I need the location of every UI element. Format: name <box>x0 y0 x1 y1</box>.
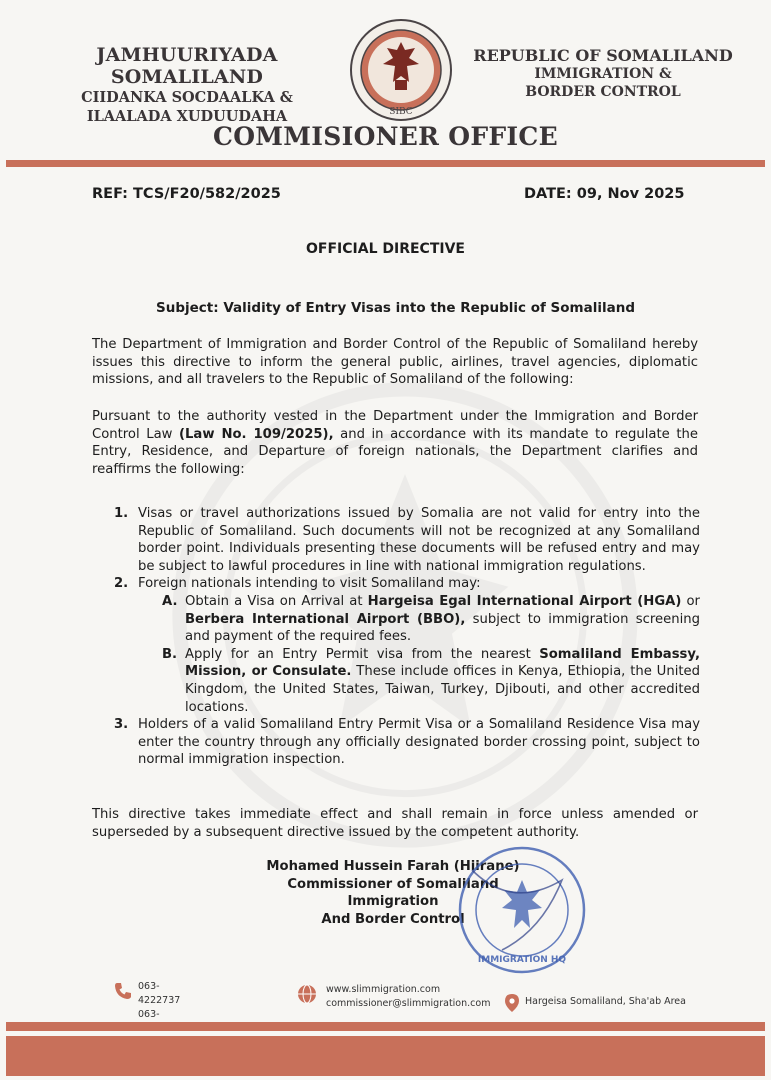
footer <box>0 980 771 1020</box>
footer-divider <box>6 1022 765 1031</box>
header-somali-line2: CIIDANKA SOCDAALKA & <box>81 89 293 106</box>
signatory-title: Commissioner of Somaliland Immigration <box>287 876 499 909</box>
closing-paragraph: This directive takes immediate effect and shall remain in force unless amended or superseded by a subsequent directive issued by the competent authority. <box>92 807 698 840</box>
email-link[interactable]: commissioner@slimmigration.com <box>326 998 491 1009</box>
sub-item-b <box>92 646 700 716</box>
sub-item-text: or <box>681 593 700 609</box>
header-english-line3: BORDER CONTROL <box>525 84 681 100</box>
sub-item-text: These include offices in Kenya, Ethiopia, the United Kingdom, the United States, Taiwan, Turkey, Djibouti, and other accredited locations. <box>185 664 701 715</box>
sub-item-text: Apply for an Entry Permit visa from the nearest <box>185 646 540 662</box>
law-reference: (Law No. 109/2025), <box>178 426 334 442</box>
document-subject: Subject: Validity of Entry Visas into the Republic of Somaliland <box>156 300 635 316</box>
list-item-number: 1. <box>114 506 129 521</box>
footer-address <box>503 993 686 1016</box>
seal-caption: SIBC <box>389 107 413 117</box>
embassy-mention: Somaliland Embassy, Mission, or Consulate. <box>185 646 700 680</box>
airport-hga: Hargeisa Egal International Airport (HGA) <box>367 593 682 609</box>
signatory-title: And Border Control <box>321 911 465 927</box>
phone-number[interactable]: 063- <box>138 1009 160 1020</box>
official-stamp <box>452 840 592 980</box>
directive-list <box>92 505 700 769</box>
location-pin-icon <box>503 993 521 1013</box>
intro-paragraph: The Department of Immigration and Border Control of the Republic of Somaliland hereby issues this directive to inform the general public, airlines, travel agencies, diplomatic missions, and all travelers to the Republic of Somaliland of the following: <box>92 337 698 388</box>
signatory-name: Mohamed Hussein Farah (Hiirane) <box>266 859 520 874</box>
authority-paragraph <box>92 408 698 478</box>
phone-icon <box>112 980 134 1002</box>
list-item-text: Holders of a valid Somaliland Entry Permit Visa or a Somaliland Residence Visa may enter the country through any officially designated border crossing point, subject to normal immigration inspection. <box>138 717 700 768</box>
website-link[interactable]: www.slimmigration.com <box>326 984 441 995</box>
list-item <box>92 716 700 769</box>
footer-web <box>296 983 491 1009</box>
document-date: DATE: 09, Nov 2025 <box>524 186 685 202</box>
header-somali-line1: JAMHUURIYADA SOMALILAND <box>96 44 278 88</box>
globe-icon <box>296 983 318 1005</box>
reference-number: REF: TCS/F20/582/2025 <box>92 186 281 202</box>
header-english-line1: REPUBLIC OF SOMALILAND <box>473 46 733 65</box>
immigration-seal-logo <box>349 18 453 122</box>
header-somali <box>22 44 352 126</box>
sub-item-text: Obtain a Visa on Arrival at <box>185 593 368 609</box>
footer-band <box>6 1036 765 1076</box>
list-item <box>92 575 700 593</box>
document-heading: OFFICIAL DIRECTIVE <box>306 241 465 257</box>
sub-item-letter: B. <box>162 646 178 662</box>
office-title: COMMISIONER OFFICE <box>213 122 558 151</box>
header-english <box>458 46 748 101</box>
stamp-caption: IMMIGRATION HQ <box>477 955 567 965</box>
authority-text-1: Pursuant to the authority vested in the Department under the Immigration and Border Control Law <box>92 409 698 442</box>
list-item-number: 2. <box>114 576 129 592</box>
sub-item-a <box>92 593 700 646</box>
list-item <box>92 505 700 575</box>
address-text: Hargeisa Somaliland, Sha'ab Area <box>525 996 686 1007</box>
authority-text-2: and in accordance with its mandate to regulate the Entry, Residence, and Departure of foreign nationals, the Department clarifies and reaffirms the following: <box>92 426 698 477</box>
sub-item-text: subject to immigration screening and payment of the required fees. <box>185 611 700 645</box>
header-english-line2: IMMIGRATION & <box>534 66 672 82</box>
sub-item-letter: A. <box>162 593 178 609</box>
header-somali-line3: ILAALADA XUDUUDAHA <box>86 108 288 125</box>
list-item-text: Foreign nationals intending to visit Somaliland may: <box>138 576 481 592</box>
footer-phone <box>112 980 181 1020</box>
list-item-text: Visas or travel authorizations issued by Somalia are not valid for entry into the Republic of Somaliland. Such documents will not be recognized at any Somaliland border point. Individuals presenting these documents will be refused entry and may be subject to lawful procedures in line with national immigration regulations. <box>138 506 700 574</box>
list-item-number: 3. <box>114 717 129 733</box>
airport-bbo: Berbera International Airport (BBO), <box>185 611 466 627</box>
phone-number[interactable]: 063-4222737 <box>138 981 181 1006</box>
header-divider <box>6 160 765 167</box>
